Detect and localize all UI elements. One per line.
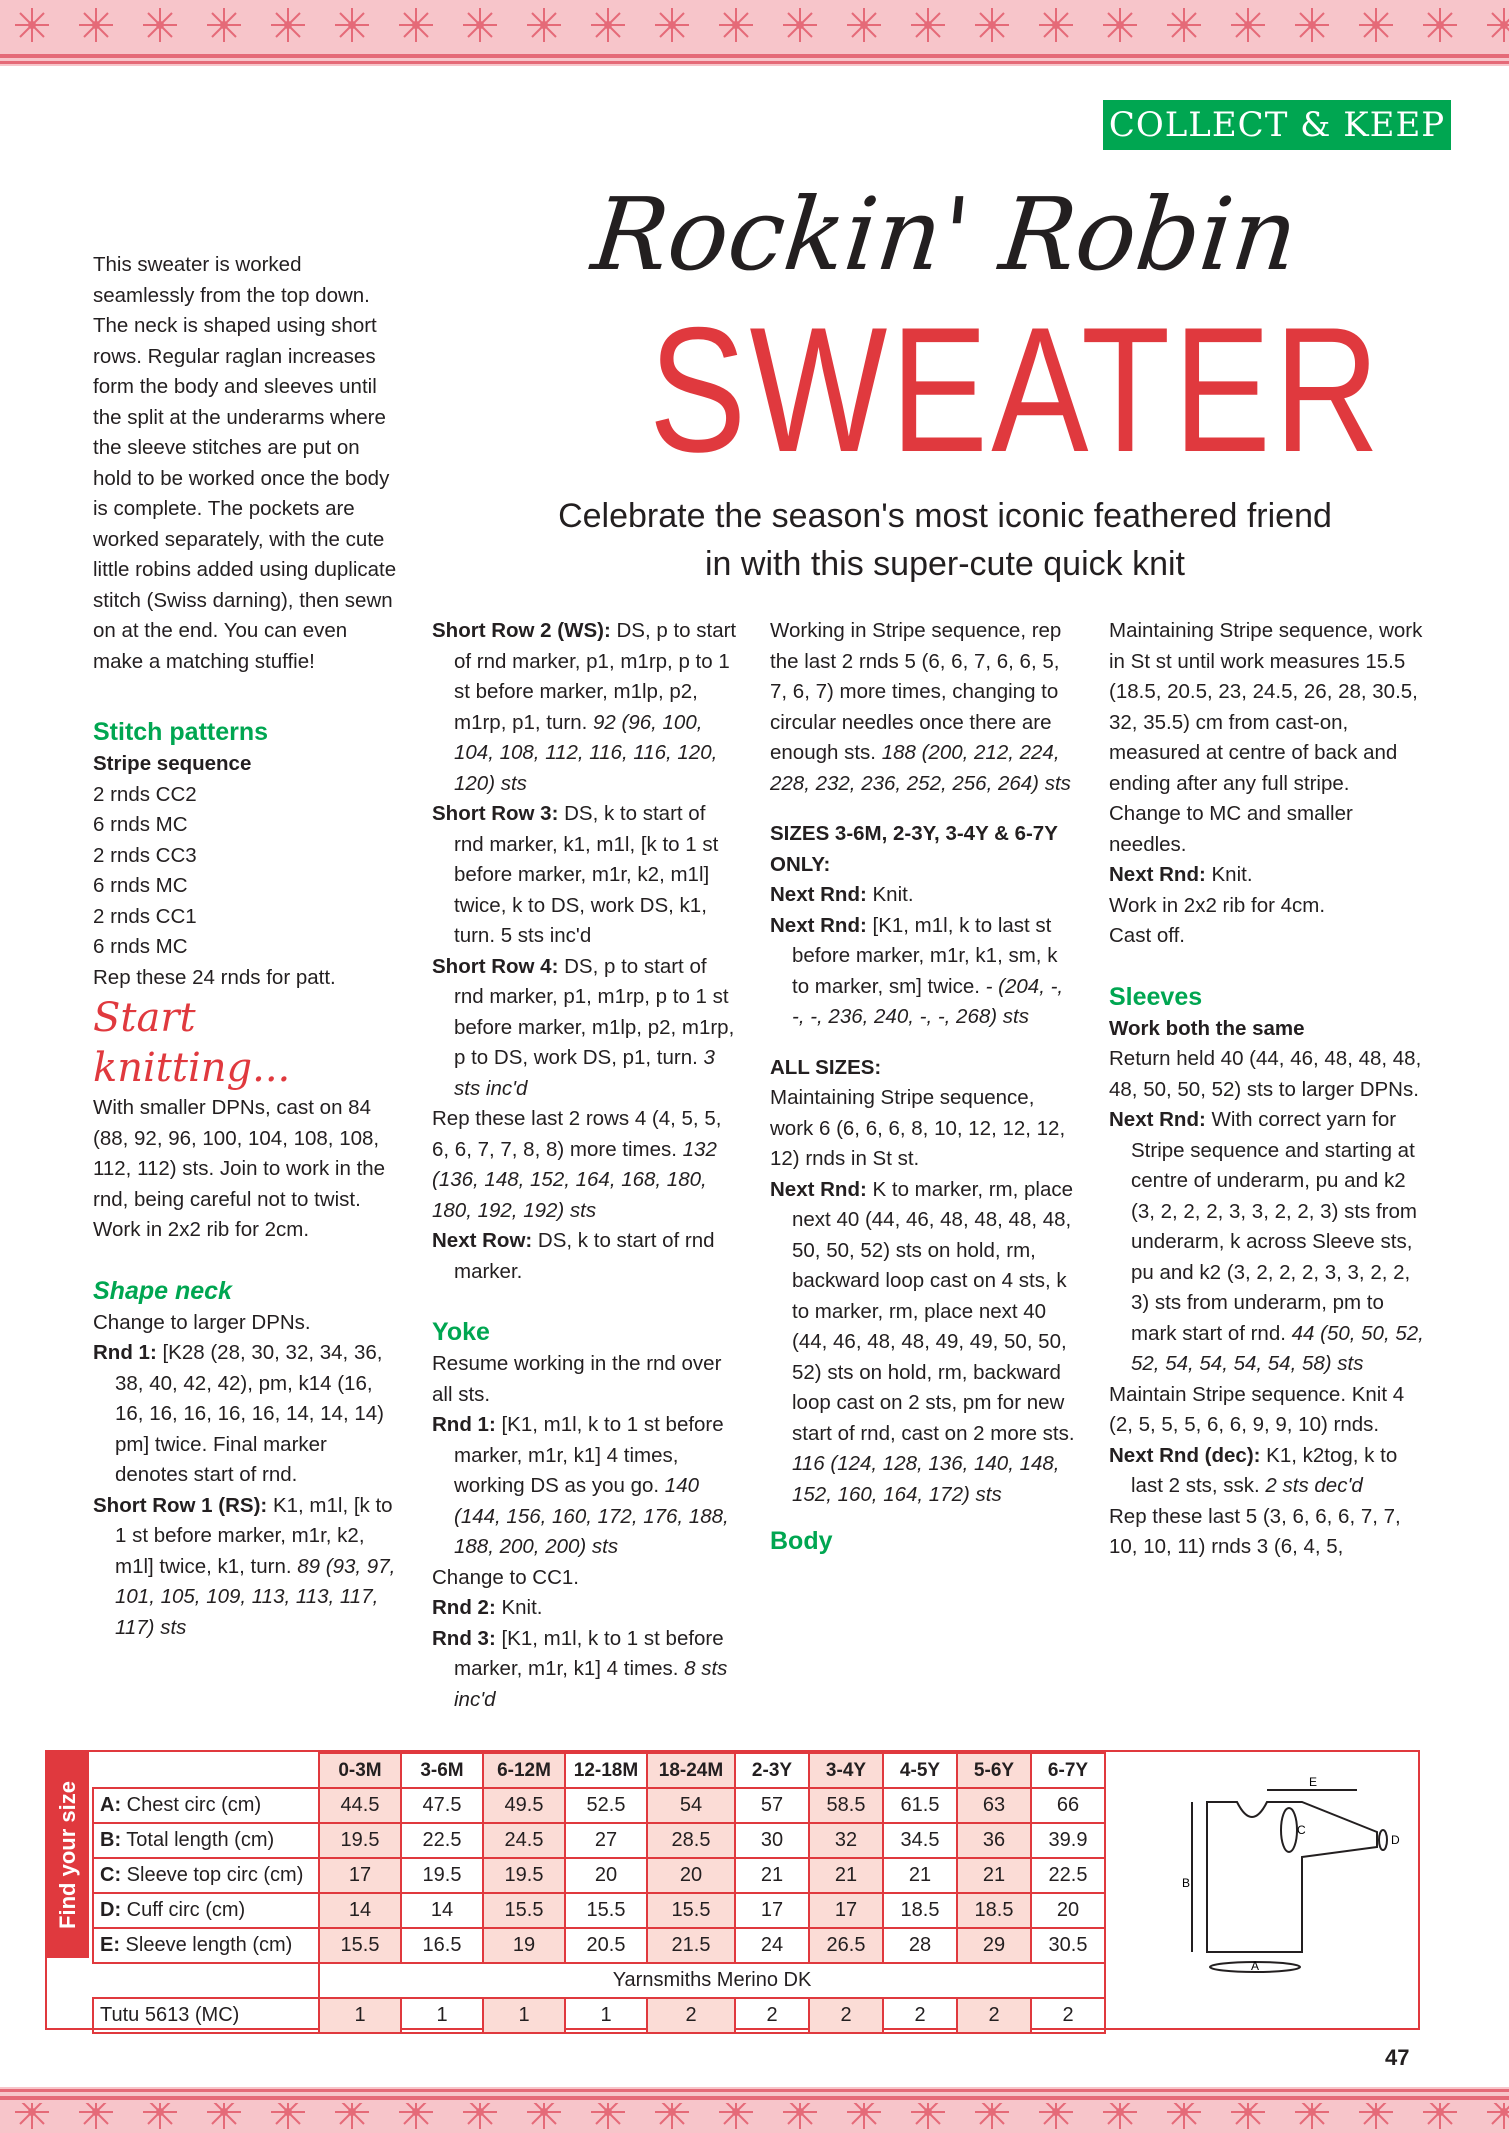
sleeves-subheading: Work both the same <box>1109 1016 1305 1040</box>
table-row <box>93 1893 1105 1928</box>
stitch-patterns-heading: Stitch patterns <box>93 718 269 746</box>
size-header: 2-3Y <box>735 1753 809 1788</box>
stripe-sequence-heading: Stripe sequence <box>93 752 252 775</box>
rnd-1-instruction: Rnd 1: [K28 (28, 30, 32, 34, 36, 38, 40, 42, 42), pm, k14 (16, 16, 16, 16, 16, 16, 14, 14, 14) pm] twice. Final marker denotes start of rnd. <box>93 1341 384 1486</box>
table-cell: 17 <box>735 1893 809 1928</box>
size-header: 4-5Y <box>883 1753 957 1788</box>
table-cell: 47.5 <box>401 1788 483 1823</box>
table-cell: 32 <box>809 1823 883 1858</box>
shape-neck-heading: Shape neck <box>93 1276 232 1305</box>
table-cell: 18.5 <box>883 1893 957 1928</box>
sleeve-next-rnd: Next Rnd: With correct yarn for Stripe sequence and starting at centre of underarm, pu and k2 (3, 2, 2, 2, 3, 3, 2, 2, 3) sts from underarm, k across Sleeve sts, pu and k2 (3, 2, 2, 2, 3, 3, 2, 2, 3) sts from underarm, pm to mark start of rnd. 44 (50, 50, 52, 52, 54, 54, 54, 54, 58) sts <box>1109 1108 1424 1375</box>
table-cell: 15.5 <box>483 1893 565 1928</box>
size-header: 12-18M <box>565 1753 647 1788</box>
maintain-stripe-line: Maintain Stripe sequence. Knit 4 (2, 5, 5, 5, 6, 6, 9, 9, 10) rnds. <box>1109 1382 1405 1436</box>
table-cell: 1 <box>565 1998 647 2033</box>
table-cell: 22.5 <box>1031 1858 1105 1893</box>
column-4 <box>1109 616 1427 1563</box>
row-label: C: Sleeve top circ (cm) <box>93 1858 319 1893</box>
diagram-label: B <box>1182 1876 1191 1890</box>
body-heading: Body <box>770 1527 833 1555</box>
table-row <box>93 1928 1105 1963</box>
repeat-instruction: Rep these last 2 rows 4 (4, 5, 5, 6, 6, 7, 7, 8, 8) more times. 132 (136, 148, 152, 164, 168, 180, 180, 192, 192) sts <box>432 1107 722 1222</box>
table-cell: 19.5 <box>401 1858 483 1893</box>
table-cell: 19.5 <box>483 1858 565 1893</box>
table-cell: 28 <box>883 1928 957 1963</box>
table-cell: 17 <box>809 1893 883 1928</box>
script-title: Rockin' Robin <box>587 176 1304 293</box>
yoke-heading: Yoke <box>432 1318 490 1346</box>
yarn-heading: Yarnsmiths Merino DK <box>319 1963 1105 1998</box>
short-row-3-instruction: Short Row 3: DS, k to start of rnd marker, k1, m1l, [k to 1 st before marker, m1r, k2, m1l] twice, k to DS, work DS, k1, turn. 5 sts inc'd <box>432 802 719 947</box>
table-cell: 61.5 <box>883 1788 957 1823</box>
sizes-only-heading: SIZES 3-6M, 2-3Y, 3-4Y & 6-7Y ONLY: <box>770 822 1058 876</box>
table-cell: 2 <box>809 1998 883 2033</box>
snowflake-pattern-icon <box>0 2087 1509 2133</box>
table-row <box>93 1823 1105 1858</box>
row-label: A: Chest circ (cm) <box>93 1788 319 1823</box>
start-knitting-heading: Start knitting... <box>93 995 291 1091</box>
stripe-line: Rep these 24 rnds for patt. <box>93 965 336 989</box>
next-rnd-knit: Next Rnd: Knit. <box>770 883 914 906</box>
stripe-line: 6 rnds MC <box>93 935 188 958</box>
table-cell: 24 <box>735 1928 809 1963</box>
body-paragraph: Maintaining Stripe sequence, work in St st until work measures 15.5 (18.5, 20.5, 23, 24.5, 26, 28, 30.5, 32, 35.5) cm from cast-on, measured at centre of back and ending after any full stripe. <box>1109 619 1423 795</box>
yoke-rnd-2-instruction: Rnd 2: Knit. <box>432 1596 543 1619</box>
next-rnd-split: Next Rnd: K to marker, rm, place next 40 (44, 46, 48, 48, 48, 48, 50, 50, 52) sts on hold, rm, backward loop cast on 4 sts, k to marker, rm, place next 40 (44, 46, 48, 48, 49, 49, 50, 50, 52) sts on hold, rm, backward loop cast on 2 sts, pm for new start of rnd, cast on 2 more sts. 116 (124, 128, 136, 140, 148, 152, 160, 164, 172) sts <box>770 1177 1075 1506</box>
table-cell: 58.5 <box>809 1788 883 1823</box>
subtitle-line-1: Celebrate the season's most iconic feathered friend <box>558 497 1332 535</box>
table-cell: 63 <box>957 1788 1031 1823</box>
short-row-2-instruction: Short Row 2 (WS): DS, p to start of rnd marker, p1, m1rp, p to 1 st before marker, m1lp, p2, m1rp, p1, turn. 92 (96, 100, 104, 108, 112, 116, 116, 120, 120) sts <box>432 619 737 795</box>
table-cell: 16.5 <box>401 1928 483 1963</box>
size-header: 3-4Y <box>809 1753 883 1788</box>
table-cell: 2 <box>647 1998 735 2033</box>
table-cell: 2 <box>957 1998 1031 2033</box>
table-cell: 28.5 <box>647 1823 735 1858</box>
next-row-instruction: Next Row: DS, k to start of rnd marker. <box>432 1229 715 1283</box>
size-header: 5-6Y <box>957 1753 1031 1788</box>
table-cell: 14 <box>401 1893 483 1928</box>
table-cell: 15.5 <box>319 1928 401 1963</box>
table-cell: 30 <box>735 1823 809 1858</box>
yoke-intro: Resume working in the rnd over all sts. <box>432 1352 722 1406</box>
diagram-label: C <box>1297 1823 1306 1837</box>
size-header: 6-12M <box>483 1753 565 1788</box>
table-cell: 52.5 <box>565 1788 647 1823</box>
subtitle <box>520 492 1370 588</box>
size-table-box <box>45 1750 1420 2030</box>
table-cell: 29 <box>957 1928 1031 1963</box>
table-cell: 24.5 <box>483 1823 565 1858</box>
short-row-4-instruction: Short Row 4: DS, p to start of rnd marker, p1, m1rp, p to 1 st before marker, m1lp, p2, m1rp, p to DS, work DS, p1, turn. 3 sts inc'd <box>432 954 735 1100</box>
yarn-label: Tutu 5613 (MC) <box>93 1998 319 2033</box>
body-rib-line: Work in 2x2 rib for 4cm. <box>1109 893 1326 917</box>
body-next-rnd: Next Rnd: Knit. <box>1109 863 1253 886</box>
diagram-label: D <box>1391 1833 1400 1847</box>
table-cell: 19 <box>483 1928 565 1963</box>
table-cell: 49.5 <box>483 1788 565 1823</box>
table-cell: 1 <box>401 1998 483 2033</box>
change-mc-line: Change to MC and smaller needles. <box>1109 802 1353 856</box>
collect-keep-badge: COLLECT & KEEP <box>1103 100 1451 150</box>
all-sizes-paragraph: Maintaining Stripe sequence, work 6 (6, 6, 6, 8, 10, 12, 12, 12, 12) rnds in St st. <box>770 1086 1066 1170</box>
table-cell: 17 <box>319 1858 401 1893</box>
table-cell: 36 <box>957 1823 1031 1858</box>
table-cell: 2 <box>735 1998 809 2033</box>
yoke-rnd-3-instruction: Rnd 3: [K1, m1l, k to 1 st before marker, m1r, k1] 4 times. 8 sts inc'd <box>432 1626 728 1711</box>
yarn-row <box>93 1998 1105 2033</box>
row-label: B: Total length (cm) <box>93 1823 319 1858</box>
table-cell: 21 <box>883 1858 957 1893</box>
table-cell: 27 <box>565 1823 647 1858</box>
diagram-label: A <box>1251 1959 1260 1973</box>
stripe-line: 2 rnds CC3 <box>93 843 197 867</box>
column-1 <box>93 250 398 1643</box>
larger-dpns-line: Change to larger DPNs. <box>93 1310 311 1334</box>
top-decorative-band <box>0 0 1509 66</box>
diagram-label: E <box>1309 1775 1318 1789</box>
table-cell: 18.5 <box>957 1893 1031 1928</box>
table-cell: 15.5 <box>565 1893 647 1928</box>
snowflake-pattern-icon <box>0 0 1509 66</box>
size-header: 0-3M <box>319 1753 401 1788</box>
table-cell: 19.5 <box>319 1823 401 1858</box>
next-rnd-increase: Next Rnd: [K1, m1l, k to last st before marker, m1r, k1, sm, k to marker, sm] twice. - (204, -, -, -, 236, 240, -, -, 268) sts <box>770 913 1064 1028</box>
table-cell: 21.5 <box>647 1928 735 1963</box>
all-sizes-heading: ALL SIZES: <box>770 1055 882 1079</box>
return-held-line: Return held 40 (44, 46, 48, 48, 48, 48, 50, 50, 52) sts to larger DPNs. <box>1109 1047 1422 1101</box>
table-cell: 20 <box>647 1858 735 1893</box>
subtitle-line-2: in with this super-cute quick knit <box>705 545 1185 583</box>
bottom-decorative-band <box>0 2087 1509 2133</box>
change-cc1-line: Change to CC1. <box>432 1565 580 1589</box>
short-row-1-instruction: Short Row 1 (RS): K1, m1l, [k to 1 st before marker, m1r, k2, m1l] twice, k1, turn. 89 (93, 97, 101, 105, 109, 113, 113, 117, 117) sts <box>93 1493 396 1639</box>
table-cell: 2 <box>883 1998 957 2033</box>
page-number: 47 <box>1385 2045 1410 2070</box>
find-your-size-tab: Find your size <box>47 1752 89 1958</box>
table-cell: 1 <box>483 1998 565 2033</box>
cast-off-line: Cast off. <box>1109 924 1185 947</box>
stripe-line: 6 rnds MC <box>93 874 188 897</box>
size-header: 6-7Y <box>1031 1753 1105 1788</box>
column-2 <box>432 616 737 1715</box>
table-row <box>93 1858 1105 1893</box>
cast-on-paragraph: With smaller DPNs, cast on 84 (88, 92, 96, 100, 104, 108, 108, 112, 112) sts. Join to work in the rnd, being careful not to twist. <box>93 1096 386 1211</box>
table-cell: 21 <box>957 1858 1031 1893</box>
table-cell: 20.5 <box>565 1928 647 1963</box>
size-header: 3-6M <box>401 1753 483 1788</box>
table-cell: 34.5 <box>883 1823 957 1858</box>
table-cell: 20 <box>565 1858 647 1893</box>
yarn-heading-row <box>93 1963 1105 1998</box>
stripe-line: 6 rnds MC <box>93 813 188 836</box>
table-cell: 39.9 <box>1031 1823 1105 1858</box>
rib-paragraph: Work in 2x2 rib for 2cm. <box>93 1218 310 1241</box>
page-title: SWEATER <box>648 290 1383 489</box>
table-cell: 14 <box>319 1893 401 1928</box>
sleeve-repeat-line: Rep these last 5 (3, 6, 6, 6, 7, 7, 10, 10, 11) rnds 3 (6, 4, 5, <box>1109 1504 1401 1558</box>
size-header: 18-24M <box>647 1753 735 1788</box>
stripe-line: 2 rnds CC1 <box>93 904 197 928</box>
table-cell: 22.5 <box>401 1823 483 1858</box>
stripe-repeat-paragraph: Working in Stripe sequence, rep the last 2 rnds 5 (6, 6, 7, 6, 6, 5, 7, 6, 7) more times, changing to circular needles once there are enough sts. 188 (200, 212, 224, 228, 232, 236, 252, 256, 264) sts <box>770 619 1071 795</box>
stripe-line: 2 rnds CC2 <box>93 782 197 806</box>
table-cell: 44.5 <box>319 1788 401 1823</box>
sweater-schematic-diagram <box>1177 1752 1417 2028</box>
table-cell: 21 <box>735 1858 809 1893</box>
column-3 <box>770 616 1080 1558</box>
table-cell: 26.5 <box>809 1928 883 1963</box>
table-cell: 66 <box>1031 1788 1105 1823</box>
sleeve-decrease-rnd: Next Rnd (dec): K1, k2tog, k to last 2 sts, ssk. 2 sts dec'd <box>1109 1443 1398 1497</box>
table-cell: 54 <box>647 1788 735 1823</box>
table-cell: 30.5 <box>1031 1928 1105 1963</box>
table-cell: 2 <box>1031 1998 1105 2033</box>
table-cell: 21 <box>809 1858 883 1893</box>
table-cell: 20 <box>1031 1893 1105 1928</box>
table-cell: 15.5 <box>647 1893 735 1928</box>
size-table <box>92 1752 1106 2034</box>
table-cell: 1 <box>319 1998 401 2033</box>
table-cell: 57 <box>735 1788 809 1823</box>
size-header-row <box>93 1753 1105 1788</box>
sleeves-heading: Sleeves <box>1109 982 1203 1011</box>
intro-paragraph: This sweater is worked seamlessly from the top down. The neck is shaped using short rows. Regular raglan increases form the body and sleeves until the split at the underarms where the sleeve stitches are put on hold to be worked once the body is complete. The pockets are worked separately, with the cute little robins added using duplicate stitch (Swiss darning), then sewn on at the end. You can even make a matching stuffie! <box>93 253 397 673</box>
yoke-rnd-1-instruction: Rnd 1: [K1, m1l, k to 1 st before marker, m1r, k1] 4 times, working DS as you go. 140 (144, 156, 160, 172, 176, 188, 188, 200, 200) sts <box>432 1413 729 1558</box>
row-label: D: Cuff circ (cm) <box>93 1893 319 1928</box>
table-row <box>93 1788 1105 1823</box>
row-label: E: Sleeve length (cm) <box>93 1928 319 1963</box>
